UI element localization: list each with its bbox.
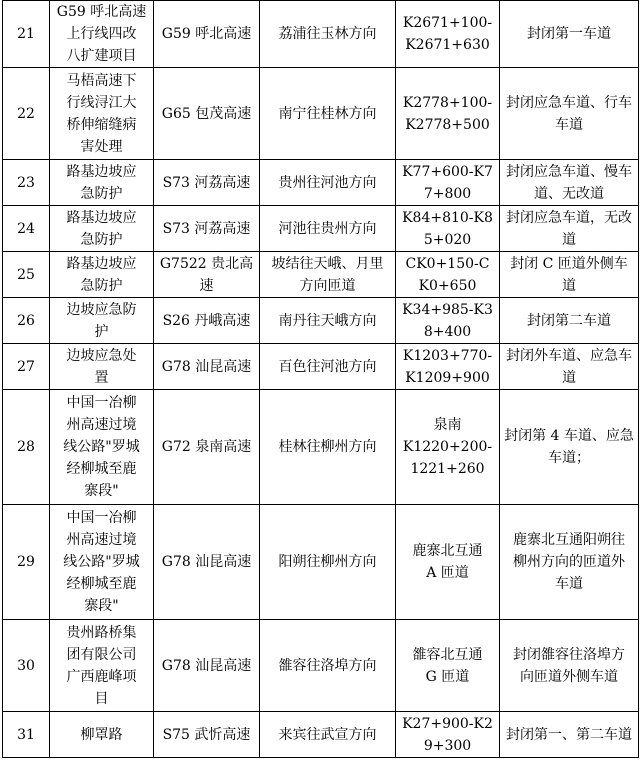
table-row — [3, 712, 639, 758]
cell-project: G59 呼北高速 上行线四改 八扩建项目 — [50, 1, 154, 68]
cell-direction: 河池往贵州方向 — [260, 206, 396, 252]
table-row — [3, 620, 639, 712]
cell-highway: G78 汕昆高速 — [154, 505, 260, 620]
cell-direction: 百色往河池方向 — [260, 344, 396, 390]
cell-stake: K84+810-K8 5+020 — [396, 206, 500, 252]
cell-measure: 封闭雒容往洛埠方 向匝道外侧车道 — [500, 620, 639, 712]
cell-measure: 封闭外车道、应急车 道 — [500, 344, 639, 390]
cell-project: 路基边坡应 急防护 — [50, 206, 154, 252]
cell-stake: K2671+100- K2671+630 — [396, 1, 500, 68]
cell-measure: 封闭应急车道，无改 道 — [500, 206, 639, 252]
cell-no: 21 — [3, 1, 50, 68]
table-row — [3, 1, 639, 68]
cell-project: 柳罩路 — [50, 712, 154, 758]
cell-no: 24 — [3, 206, 50, 252]
cell-project: 路基边坡应 急防护 — [50, 160, 154, 206]
cell-stake: 雒容北互通 G 匝道 — [396, 620, 500, 712]
cell-highway: S75 武忻高速 — [154, 712, 260, 758]
cell-measure: 封闭应急车道、慢车 道、无改道 — [500, 160, 639, 206]
cell-direction: 坡结往天峨、月里 方向匝道 — [260, 252, 396, 298]
cell-no: 23 — [3, 160, 50, 206]
cell-measure: 封闭应急车道、行车 车道 — [500, 68, 639, 160]
table-row — [3, 160, 639, 206]
cell-direction: 来宾往武宣方向 — [260, 712, 396, 758]
cell-no: 31 — [3, 712, 50, 758]
cell-stake: CK0+150-C K0+650 — [396, 252, 500, 298]
cell-no: 22 — [3, 68, 50, 160]
cell-no: 25 — [3, 252, 50, 298]
cell-project: 路基边坡应 急防护 — [50, 252, 154, 298]
cell-direction: 南丹往天峨方向 — [260, 298, 396, 344]
closure-table — [2, 0, 639, 758]
cell-stake: K34+985-K3 8+400 — [396, 298, 500, 344]
cell-direction: 桂林往柳州方向 — [260, 390, 396, 505]
cell-no: 30 — [3, 620, 50, 712]
table-row — [3, 344, 639, 390]
cell-highway: S73 河荔高速 — [154, 206, 260, 252]
table-row — [3, 298, 639, 344]
cell-direction: 贵州往河池方向 — [260, 160, 396, 206]
cell-highway: G65 包茂高速 — [154, 68, 260, 160]
table-row — [3, 206, 639, 252]
cell-direction: 雒容往洛埠方向 — [260, 620, 396, 712]
cell-measure: 封闭第二车道 — [500, 298, 639, 344]
cell-stake: 泉南 K1220+200- 1221+260 — [396, 390, 500, 505]
cell-highway: G7522 贵北高 速 — [154, 252, 260, 298]
cell-measure: 封闭 C 匝道外侧车 道 — [500, 252, 639, 298]
cell-measure: 封闭第一车道 — [500, 1, 639, 68]
cell-no: 27 — [3, 344, 50, 390]
cell-direction: 南宁往桂林方向 — [260, 68, 396, 160]
cell-direction: 荔浦往玉林方向 — [260, 1, 396, 68]
cell-no: 29 — [3, 505, 50, 620]
cell-highway: G72 泉南高速 — [154, 390, 260, 505]
cell-no: 28 — [3, 390, 50, 505]
cell-highway: G78 汕昆高速 — [154, 344, 260, 390]
cell-stake: K1203+770- K1209+900 — [396, 344, 500, 390]
table-row — [3, 505, 639, 620]
cell-project: 中国一冶柳 州高速过境 线公路"罗城 经柳城至鹿 寨段" — [50, 505, 154, 620]
table-row — [3, 390, 639, 505]
cell-no: 26 — [3, 298, 50, 344]
cell-measure: 封闭第 4 车道、应急 车道； — [500, 390, 639, 505]
cell-highway: G59 呼北高速 — [154, 1, 260, 68]
cell-highway: S26 丹峨高速 — [154, 298, 260, 344]
cell-highway: G78 汕昆高速 — [154, 620, 260, 712]
cell-stake: 鹿寨北互通 A 匝道 — [396, 505, 500, 620]
cell-project: 贵州路桥集 团有限公司 广西鹿峰项 目 — [50, 620, 154, 712]
cell-direction: 阳朔往柳州方向 — [260, 505, 396, 620]
cell-project: 中国一冶柳 州高速过境 线公路"罗城 经柳城至鹿 寨段" — [50, 390, 154, 505]
cell-project: 马梧高速下 行线浔江大 桥伸缩缝病 害处理 — [50, 68, 154, 160]
table-row — [3, 68, 639, 160]
cell-measure: 封闭第一、第二车道 — [500, 712, 639, 758]
cell-highway: S73 河荔高速 — [154, 160, 260, 206]
cell-measure: 鹿寨北互通阳朔往 柳州方向的匝道外 车道 — [500, 505, 639, 620]
cell-stake: K27+900-K2 9+300 — [396, 712, 500, 758]
cell-project: 边坡应急处 置 — [50, 344, 154, 390]
cell-stake: K77+600-K7 7+800 — [396, 160, 500, 206]
cell-project: 边坡应急防 护 — [50, 298, 154, 344]
table-row — [3, 252, 639, 298]
cell-stake: K2778+100- K2778+500 — [396, 68, 500, 160]
